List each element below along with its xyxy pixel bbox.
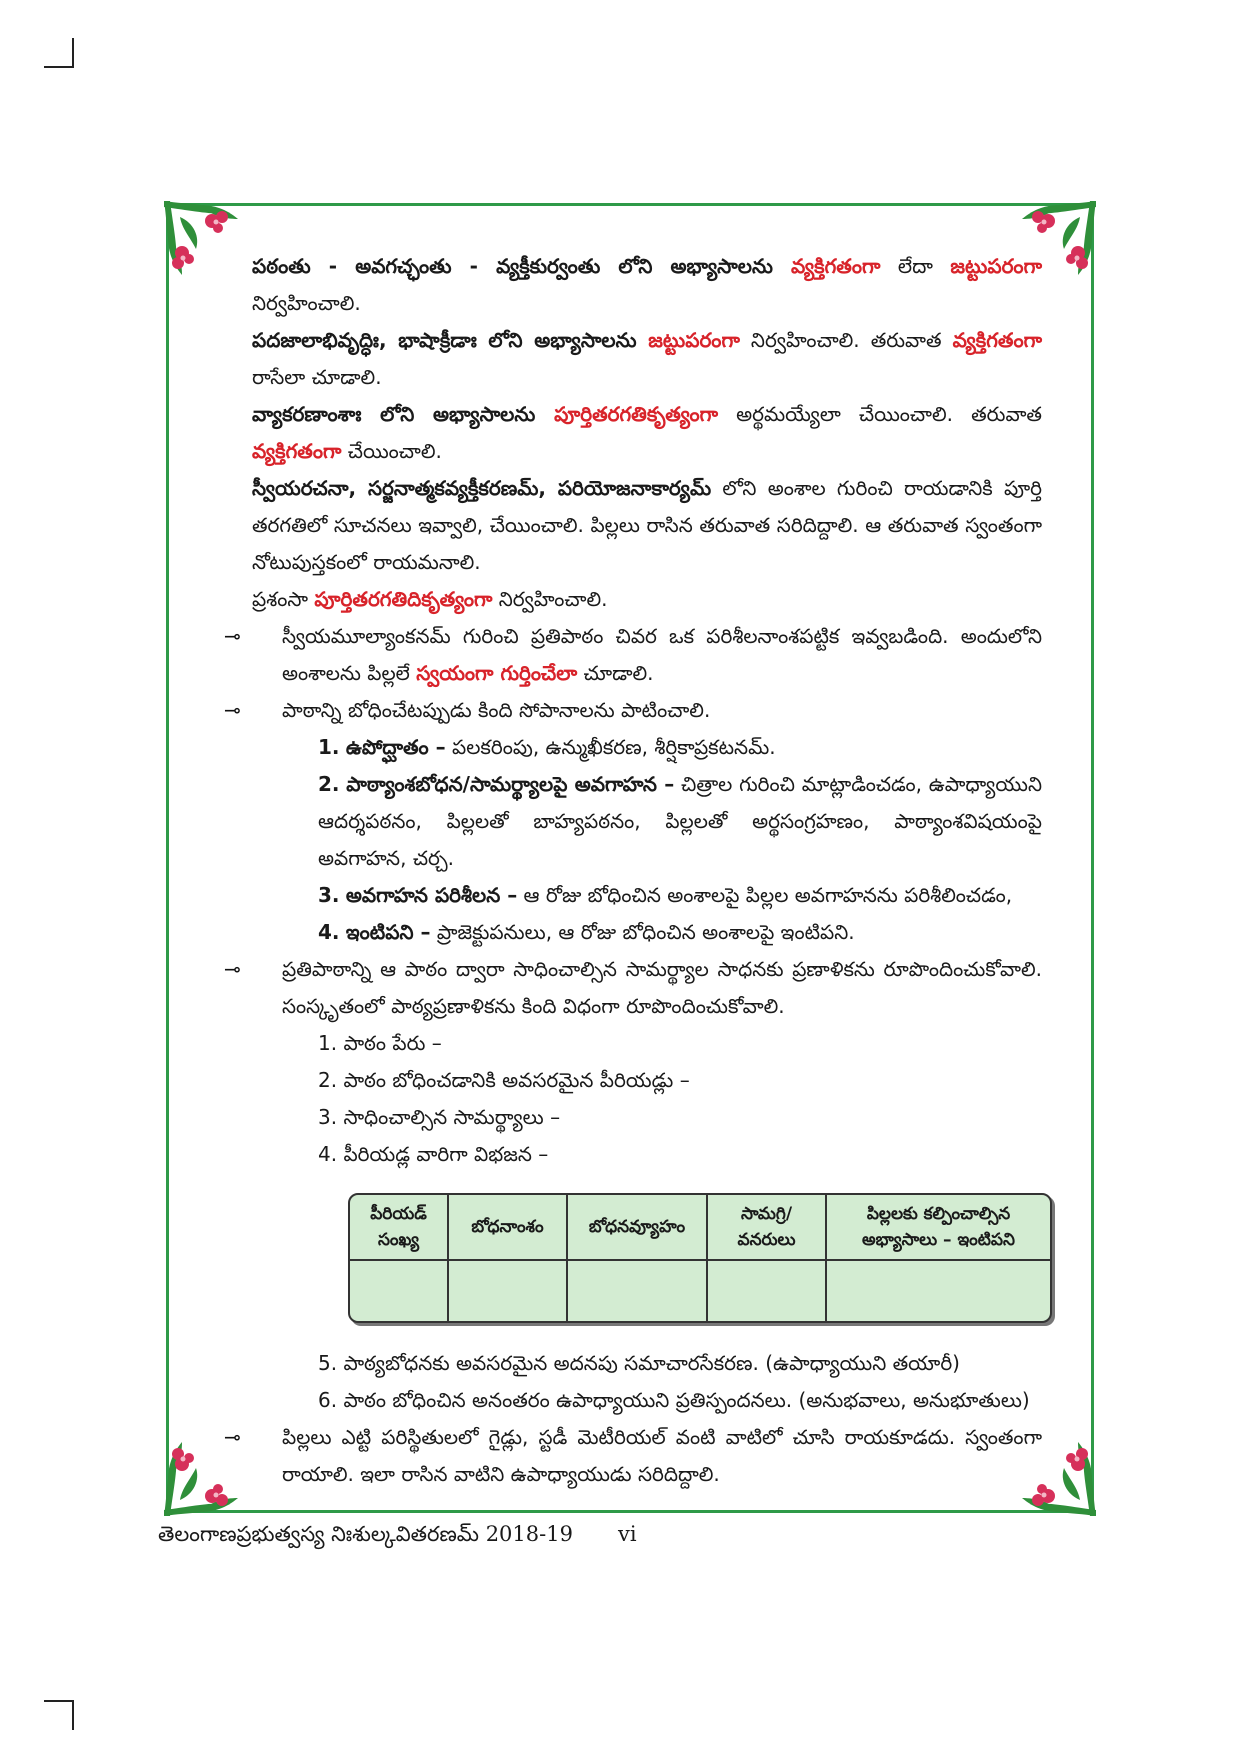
step-text: పలకరింపు, ఉన్ముఖీకరణ, శీర్షికాప్రకటనమ్. [445, 735, 776, 759]
body-text: ప్రశంసా [252, 587, 315, 611]
footer-text: తెలంగాణప్రభుత్వస్య నిఃశుల్కవితరణమ్ 2018-19 [158, 1522, 573, 1546]
crop-mark-bottom [44, 1700, 74, 1730]
step-number: 3. [318, 883, 340, 907]
instruction-paragraph [252, 396, 1042, 470]
bold-text: వ్యాకరణాంశాః లోని అభ్యాసాలను [252, 402, 555, 426]
body-text: స్వీయమూల్యాంకనమ్ గురించి ప్రతిపాఠం చివర ఒక పరిశీలనాంశపట్టిక ఇవ్వబడింది. అందులోని అంశాలను పిల్లలే [282, 624, 1042, 685]
body-text: చూడాలి. [577, 661, 654, 685]
highlight-text: స్వయంగా గుర్తించేలా [416, 661, 578, 685]
body-text: పాఠాన్ని బోధించేటప్పుడు కింది సోపానాలను పాటించాలి. [282, 698, 711, 722]
plan-list-item: 2. పాఠం బోధించడానికి అవసరమైన పీరియడ్లు – [318, 1068, 690, 1092]
highlight-text: పూర్తితరగతికృత్యంగా [554, 402, 719, 426]
arrow-bullet-icon: ⊸ [224, 1425, 241, 1449]
table-header: పీరియడ్ సంఖ్య [350, 1195, 448, 1260]
highlight-text: జట్టుపరంగా [648, 328, 740, 352]
step-item [252, 914, 1042, 951]
instruction-paragraph [252, 581, 1042, 618]
arrow-bullet-icon: ⊸ [224, 698, 241, 722]
table-header: బోధనాంశం [448, 1195, 567, 1260]
body-text: రాసేలా చూడాలి. [252, 365, 382, 389]
bold-text: స్వీయరచనా, సర్జనాత్మకవ్యక్తీకరణమ్, పరియోజనాకార్యమ్ [252, 476, 712, 500]
highlight-text: వ్యక్తిగతంగా [952, 328, 1043, 352]
highlight-text: పూర్తితరగతిదికృత్యంగా [314, 587, 493, 611]
bullet-item [224, 692, 1042, 729]
arrow-bullet-icon: ⊸ [224, 624, 241, 648]
body-text: లేదా [880, 254, 951, 278]
table-cell [707, 1260, 826, 1321]
bullet-item [224, 951, 1042, 1025]
instruction-paragraph [252, 322, 1042, 396]
plan-list-item: 1. పాఠం పేరు – [318, 1031, 442, 1055]
body-text: ప్రతిపాఠాన్ని ఆ పాఠం ద్వారా సాధించాల్సిన సామర్థ్యాల సాధనకు ప్రణాళికను రూపొందించుకోవాలి. సంస్కృతంలో పాఠ్యప్రణాళికను కింది విధంగా రూపొందించుకోవాలి. [282, 957, 1042, 1018]
plan-list-item: 3. సాధించాల్సిన సామర్థ్యాలు – [318, 1105, 561, 1129]
crop-mark-top [44, 38, 74, 68]
plan-list-item: 5. పాఠ్యబోధనకు అవసరమైన అదనపు సమాచారసేకరణ. (ఉపాధ్యాయుని తయారీ) [318, 1351, 960, 1375]
step-item [252, 729, 1042, 766]
table-cell [826, 1260, 1050, 1321]
body-text: పిల్లలు ఎట్టి పరిస్థితులలో గైడ్లు, స్టడీ మెటీరియల్ వంటి వాటిలో చూసి రాయకూడదు. స్వంతంగా రాయాలి. ఇలా రాసిన వాటిని ఉపాధ్యాయుడు సరిదిద్దాలి. [282, 1425, 1042, 1486]
body-text: నిర్వహించాలి. [252, 291, 361, 315]
body-text: చేయించాలి. [341, 439, 442, 463]
body-text: లోని అంశాల గురించి రాయడానికి పూర్తి తరగతిలో సూచనలు ఇవ్వాలి, చేయించాలి. పిల్లలు రాసిన తరువాత సరిదిద్దాలి. ఆ తరువాత స్వంతంగా నోటుపుస్తకంలో రాయమనాలి. [252, 476, 1042, 574]
bold-text: పఠంతు - అవగచ్ఛంతు - వ్యక్తీకుర్వంతు లోని అభ్యాసాలను [252, 254, 792, 278]
body-text: అర్థమయ్యేలా చేయించాలి. తరువాత [718, 402, 1042, 426]
highlight-text: వ్యక్తిగతంగా [791, 254, 881, 278]
table-header-row [350, 1195, 1050, 1260]
instruction-paragraph [252, 248, 1042, 322]
plan-list-item: 6. పాఠం బోధించిన అనంతరం ఉపాధ్యాయుని ప్రతిస్పందనలు. (అనుభవాలు, అనుభూతులు) [318, 1388, 1030, 1412]
step-number: 2. [318, 772, 340, 796]
step-title: ఇంటిపని – [345, 920, 431, 944]
highlight-text: జట్టుపరంగా [950, 254, 1042, 278]
highlight-text: వ్యక్తిగతంగా [252, 439, 342, 463]
step-number: 1. [318, 735, 340, 759]
lesson-plan-table [348, 1193, 1052, 1323]
step-number: 4. [318, 920, 340, 944]
bullet-item [224, 1419, 1042, 1493]
page-number: vi [618, 1522, 637, 1546]
table-cell [567, 1260, 707, 1321]
step-text: ప్రాజెక్టుపనులు, ఆ రోజు బోధించిన అంశాలపై ఇంటిపని. [430, 920, 855, 944]
arrow-bullet-icon: ⊸ [224, 957, 241, 981]
bold-text: పదజాలాభివృద్ధిః, భాషాక్రీడాః లోని అభ్యాసాలను [252, 328, 649, 352]
body-text: నిర్వహించాలి. తరువాత [739, 328, 953, 352]
bullet-item [224, 618, 1042, 692]
step-title: అవగాహన పరిశీలన – [345, 883, 518, 907]
step-item [252, 877, 1042, 914]
step-title: ఉపోద్ఘాతం – [345, 735, 446, 759]
step-item [252, 766, 1042, 877]
plan-list-item: 4. పీరియడ్ల వారిగా విభజన – [318, 1142, 549, 1166]
table-header: బోధనవ్యూహం [567, 1195, 707, 1260]
page-content [224, 248, 1043, 1493]
step-text: ఆ రోజు బోధించిన అంశాలపై పిల్లల అవగాహనను పరిశీలించడం, [517, 883, 1013, 907]
table-header: పిల్లలకు కల్పించాల్సిన అభ్యాసాలు – ఇంటిపని [826, 1195, 1050, 1260]
instruction-paragraph [252, 470, 1042, 581]
table-row [350, 1260, 1050, 1321]
table-header: సామగ్రి/ వనరులు [707, 1195, 826, 1260]
body-text: నిర్వహించాలి. [492, 587, 608, 611]
step-title: పాఠ్యాంశబోధన/సామర్థ్యాలపై అవగాహన – [346, 772, 675, 796]
step-text: చిత్రాల గురించి మాట్లాడించడం, ఉపాధ్యాయుని ఆదర్శపఠనం, పిల్లలతో బాహ్యపఠనం, పిల్లలతో అర్థసంగ్రహణం, పాఠ్యాంశవిషయంపై అవగాహన, చర్చ. [318, 772, 1042, 870]
table-cell [448, 1260, 567, 1321]
table-cell [350, 1260, 448, 1321]
